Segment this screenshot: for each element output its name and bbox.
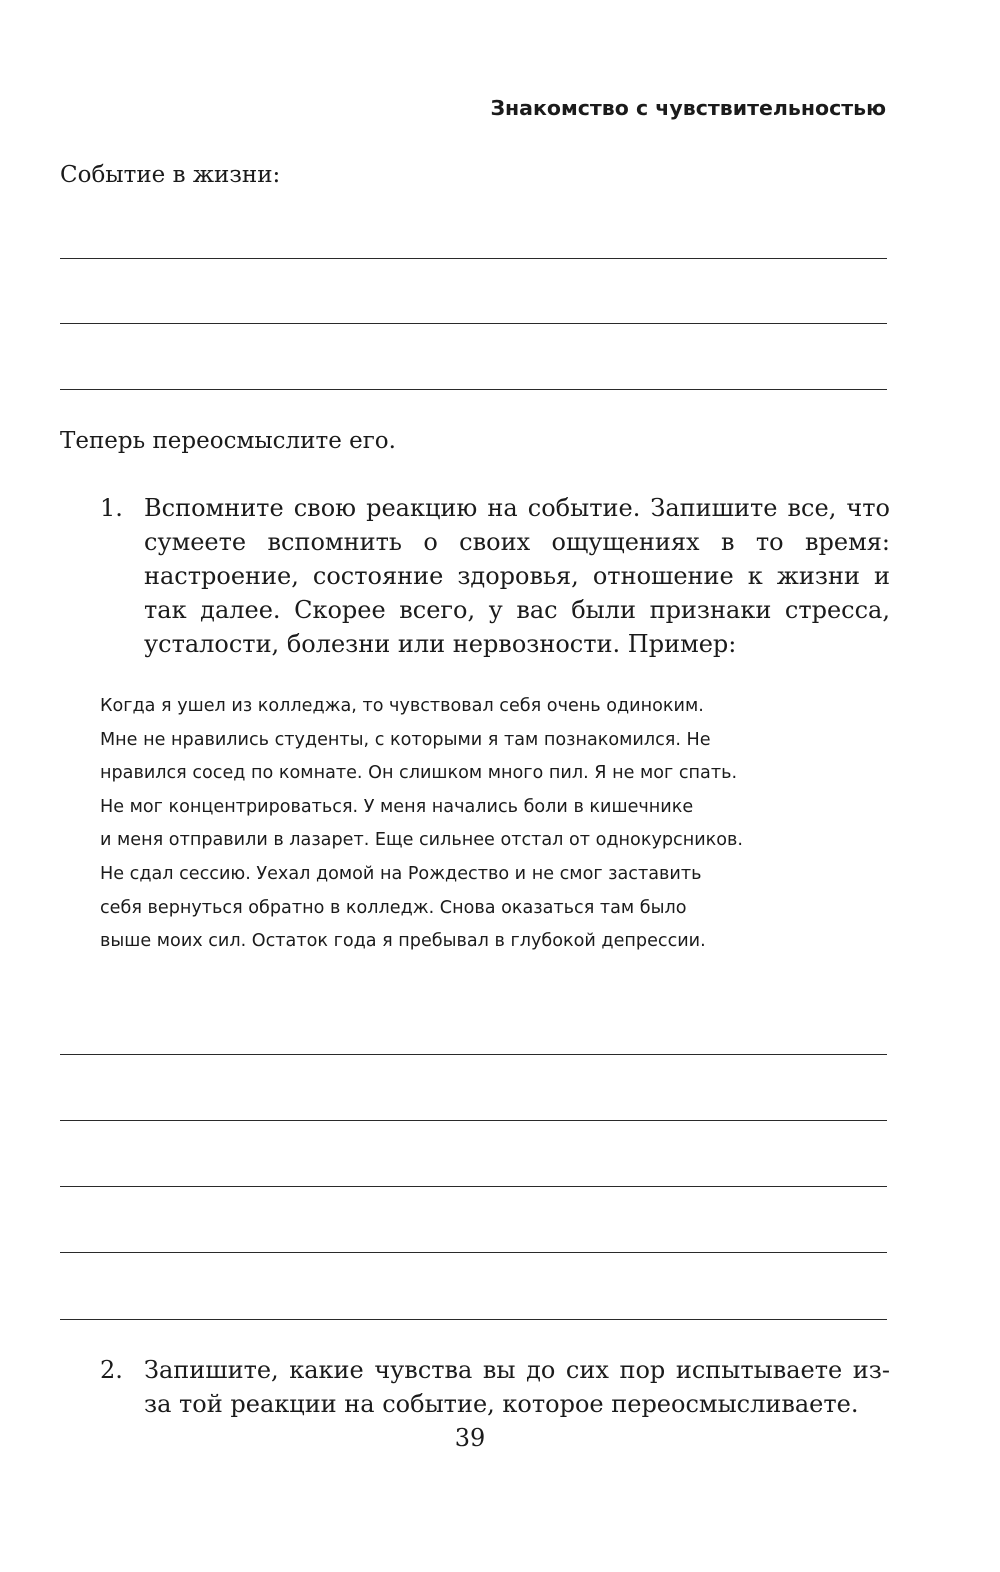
- answer-line: [60, 258, 887, 259]
- answer-line: [60, 1054, 887, 1055]
- example-text: [100, 690, 845, 959]
- running-title: Знакомство с чувствительностью: [490, 96, 886, 120]
- page-number: 39: [454, 1424, 486, 1452]
- step-2: [100, 1353, 890, 1421]
- life-event-label: Событие в жизни:: [60, 162, 281, 188]
- answer-line: [60, 1319, 887, 1320]
- example-line: себя вернуться обратно в колледж. Снова оказаться там было: [100, 897, 687, 918]
- example-line: Не сдал сессию. Уехал домой на Рождество и не смог заставить: [100, 863, 702, 884]
- example-line: Не мог концентрироваться. У меня начались боли в кишечнике: [100, 796, 694, 817]
- answer-line: [60, 389, 887, 390]
- step-number: 2.: [100, 1356, 123, 1384]
- answer-line: [60, 1186, 887, 1187]
- example-line: Мне не нравились студенты, с которыми я там познакомился. Не: [100, 729, 711, 750]
- step-text: Вспомните свою реакцию на событие. Запишите все, что сумеете вспомнить о своих ощущениях в то время: настроение, состояние здоровья, отношение к жизни и так далее. Скорее всего, у вас были признаки стресса, усталости, болезни или нервозности. Пример:: [144, 494, 890, 658]
- example-line: нравился сосед по комнате. Он слишком много пил. Я не мог спать.: [100, 763, 738, 784]
- step-text: Запишите, какие чувства вы до сих пор испытываете из-за той реакции на событие, которое переосмысливаете.: [144, 1356, 890, 1418]
- example-line: выше моих сил. Остаток года я пребывал в глубокой депрессии.: [100, 931, 706, 952]
- example-line: Когда я ушел из колледжа, то чувствовал себя очень одиноким.: [100, 696, 704, 716]
- answer-line: [60, 1252, 887, 1253]
- answer-line: [60, 1120, 887, 1121]
- reconsider-label: Теперь переосмыслите его.: [60, 428, 396, 454]
- example-line: и меня отправили в лазарет. Еще сильнее отстал от однокурсников.: [100, 830, 743, 851]
- step-number: 1.: [100, 494, 123, 522]
- step-1: [100, 491, 890, 661]
- answer-line: [60, 323, 887, 324]
